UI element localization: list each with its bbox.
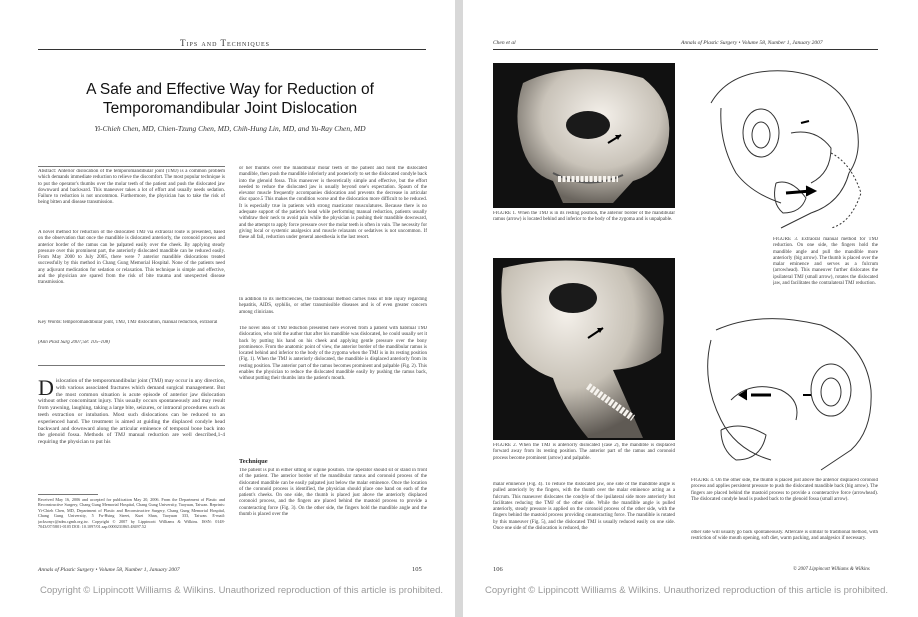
figure-2-caption: FIGURE 2. When the TMJ is anteriorly dislocated (case 2), the mandible is displaced forward away from its resting position. The anterior part of the ramus and coronoid process become prominent (arrow) and palpable. [493,443,675,461]
column-2-paragraph-3: The novel idea of TMJ reduction presented here evolved from a patient with habitual TMJ dislocation, who told the author that after his mandible was dislocated, he could usually set it back by putting his hand on his cheek and applying gentle pressure over the bony prominence. From the anatomic point of view, the anterior border of the mandibular ramus is located behind and inferior to the body of the zygoma when the TMJ is in its resting position (Fig. 1). When the TMJ is anteriorly dislocated, the mandible is displaced anteriorly from its resting position. The anterior part of the ramus becomes prominent and palpable (Fig. 2). This enables the physician to reduce the dislocated mandible easily by pushing the ramus back, without putting their thumbs into the patient's mouth. [239,326,427,382]
drop-cap: D [38,378,54,400]
manual-reduction-drawing-1 [691,63,878,233]
running-header-journal: Annals of Plastic Surgery • Volume 58, Number 1, January 2007 [681,40,823,46]
citation: (Ann Plast Surg 2007;58: 105–108) [38,340,110,345]
right-header-rule [493,49,878,50]
section-header: Tips and Techniques [180,38,271,48]
right-copyright-notice: Copyright © Lippincott Williams & Wilkins. Unauthorized reproduction of this article is prohibited. [485,585,889,596]
figure-4-drawing [691,310,878,475]
article-title [40,80,420,118]
header-rule [38,49,426,50]
title-line-1: A Safe and Effective Way for Reduction of [86,81,374,98]
figure-4-caption: FIGURE 4. On the other side, the thumb is placed just above the anterior displaced coronoid process and applies persistent pressure to push the dislocated mandible back (big arrow). The fingers are placed behind the mastoid process to provide a counteractive force (arrowhead). The dislocated condyle head is pushed back to the glenoid fossa (small arrow). [691,478,878,502]
copyright-notice: Copyright © Lippincott Williams & Wilkins. Unauthorized reproduction of this article is prohibited. [40,585,444,596]
figure-3-caption: FIGURE 3. Extraoral manual method for TMJ reduction. On one side, the fingers hold the mandible angle and pull the mandible more anteriorly (big arrow). The thumb is placed over the malar eminence and serves as a fulcrum (arrowhead). This maneuver further dislocates the ipsilateral TMJ (small arrow), rotates the dislocated jaw, and facilitates the contralateral TMJ reduction. [773,237,878,287]
footnote: Received May 16, 2006 and accepted for publication May 20, 2006. From the Department of Plastic and Reconstructive Surgery, Chang Gung Memorial Hospital, Chang Gung University, Taoyuan, Taiwan. Reprints: Yi-Chieh Chen, MD, Department of Plastic and Reconstructive Surgery, Chang Gung Memorial Hospital, Chang Gung University, 5 Fu-Hsing Street, Kuei Shan, Taoyuan 333, Taiwan. E-mail: jacksonyc@adm.cgmh.org.tw. Copyright © 2007 by Lippincott Williams & Wilkins. ISSN: 0148-7043/07/5801-0105 DOI: 10.1097/01.sap.0000231865.48497.52 [38,497,225,530]
skull-dislocated-illustration [493,258,675,440]
column-2-paragraph-1: or her thumbs over the mandibular molar teeth of the patient and hold the dislocated mandible, then push the mandible inferiorly and posteriorly to set the dislocated condyle back into the glenoid fossa. This maneuver is theoretically simple and effective, but the effort needed to reduce the dislocated jaw is usually beyond one's expectation. Spasm of the elevator muscle frequently accompanies dislocation and prevents the decrease in articular disc space.5 This makes the condition worse and the dislocation more difficult to be reduced. It is especially true in patients with strong masticator musculatures. Because there is no adequate support of the patient's head while performing manual reduction, patients usually withdraw their neck to avoid pain while the physician is pushing their mandible downward, and the attempt to apply force pressure over the molar teeth is often in vain. The necessity for giving local or systemic analgesics and muscle relaxants or sedatives is not uncommon. If these all fail, reduction under general anesthesia is the last resort. [239,166,427,241]
left-page [0,0,455,617]
introduction [38,378,225,488]
title-line-2: Temporomandibular Joint Dislocation [102,100,358,117]
right-body-column-1: malar eminence (Fig. 4). To reduce the dislocated jaw, one side of the mandible angle is pulled anteriorly by the fingers, with the thumb over the malar eminence acting as a fulcrum. This maneuver dislocates the condyle of the ipsilateral side more anteriorly but facilitates reducing the TMJ of the other side. While the mandible angle is pulled anteriorly, steady pressure is applied on the coronoid process of the other side, with the fingers behind the mastoid process providing counteracting force. The mandible is rotated by this maneuver (Fig. 5), and the dislocated TMJ is usually reduced easily on one side. Once one side of the dislocation is reduced, the [493,482,675,532]
abstract-rule-bottom [38,365,225,366]
running-header-authors: Chen et al [493,40,516,46]
technique-text: The patient is put in either sitting or supine position. The operator should sit or stand in front of the patient. The anterior border of the mandibular ramus and coronoid process of the dislocated mandible can be easily palpated just below the malar eminence. Once the location of the coronoid process is identified, the physician should place one hand on each of the patient's cheeks. On one side, the thumb is placed just above the anteriorly displaced coronoid process, and the fingers are placed behind the mastoid process to provide a counteracting force (Fig. 3). On the other side, the fingers hold the mandible angle and the thumb is placed over the [239,468,427,518]
manual-reduction-drawing-2 [691,310,878,475]
footer-journal: Annals of Plastic Surgery • Volume 58, Number 1, January 2007 [38,567,180,573]
abstract-rule-top [38,166,225,167]
footnote-rule [38,494,98,495]
figure-1-skull-image [493,63,675,208]
right-body-column-2: other side will usually go back spontaneously. Aftercare is similar to traditional method, with restriction of wide mouth opening, soft diet, warm packing, and analgesics if necessary. [691,530,878,542]
column-2-paragraph-2: In addition to its inefficiencies, the traditional method carries risks of bite injury regarding hepatitis, AIDS, syphilis, or other transmissible diseases and is of even greater concern among clinicians. [239,297,427,315]
key-words: Key Words: temporomandibular joint, TMJ, TMJ dislocation, manual reduction, extraoral [38,320,218,325]
technique-heading: Technique [239,458,268,465]
abstract-paragraph-2: A novel method for reduction of the dislocated TMJ via extraoral route is presented, based on the observation that once the mandible is dislocated anteriorly, the coronoid process and anterior border of the ramus can be palpated easily over the cheek. By applying steady pressure over this prominent part, the anteriorly dislocated mandible can be reduced easily. From May 2000 to July 2005, there were 7 anterior mandible dislocations treated successfully by this method in Chang Gung Memorial Hospital. None of the patients need any adjuvant medication for sedation or relaxation. This technique is simple and effective, and the physician are spared from the risk of bite trauma and unexpected disease transmission. [38,230,225,286]
skull-resting-illustration [493,63,675,208]
right-footer-copyright: © 2007 Lippincott Williams & Wilkins [793,567,870,572]
authors: Yi-Chieh Chen, MD, Chien-Tzung Chen, MD, Chih-Hung Lin, MD, and Yu-Ray Chen, MD [94,124,366,133]
figure-2-skull-image [493,258,675,440]
figure-3-drawing [691,63,878,233]
footer-page-number: 105 [412,566,422,573]
abstract: Abstract: Anterior dislocation of the temporomandibular joint (TMJ) is a common problem which demands immediate reduction to relieve the discomfort. The most popular technique is to put the operator's thumbs over the molar teeth of the patient and push the dislocated jaw downward and backward. This maneuver takes a lot of effort and usually needs sedation. Failure to reduction is not uncommon. Furthermore, the physician has to take the risk of being bitten and disease transmission. [38,169,225,206]
right-footer-page-number: 106 [493,566,503,573]
page-gutter [455,0,463,617]
right-page [463,0,918,617]
intro-text: islocation of the temporomandibular joint (TMJ) may occur in any direction, with various associated fractures which demand surgical management. But the most common situation is acute episode of anterior jaw dislocation without other concomitant injury. This usually occurs spontaneously and may result from yawning, laughing, taking a large bite, seizures, or intraoral procedures such as teeth extraction or intubation. Most such dislocations can be reduced to an experienced hand. The treatment is aimed at guiding the displaced condyle head backward and downward along the articular eminence of temporal bone back into the glenoid fossa. Methods of TMJ manual reduction are well described,1-4 requiring the physician to put his [38,378,225,446]
figure-1-caption: FIGURE 1. When the TMJ is in its resting position, the anterior border of the mandibular ramus (arrow) is located behind and inferior to the body of the zygoma and is unpalpable. [493,211,675,223]
